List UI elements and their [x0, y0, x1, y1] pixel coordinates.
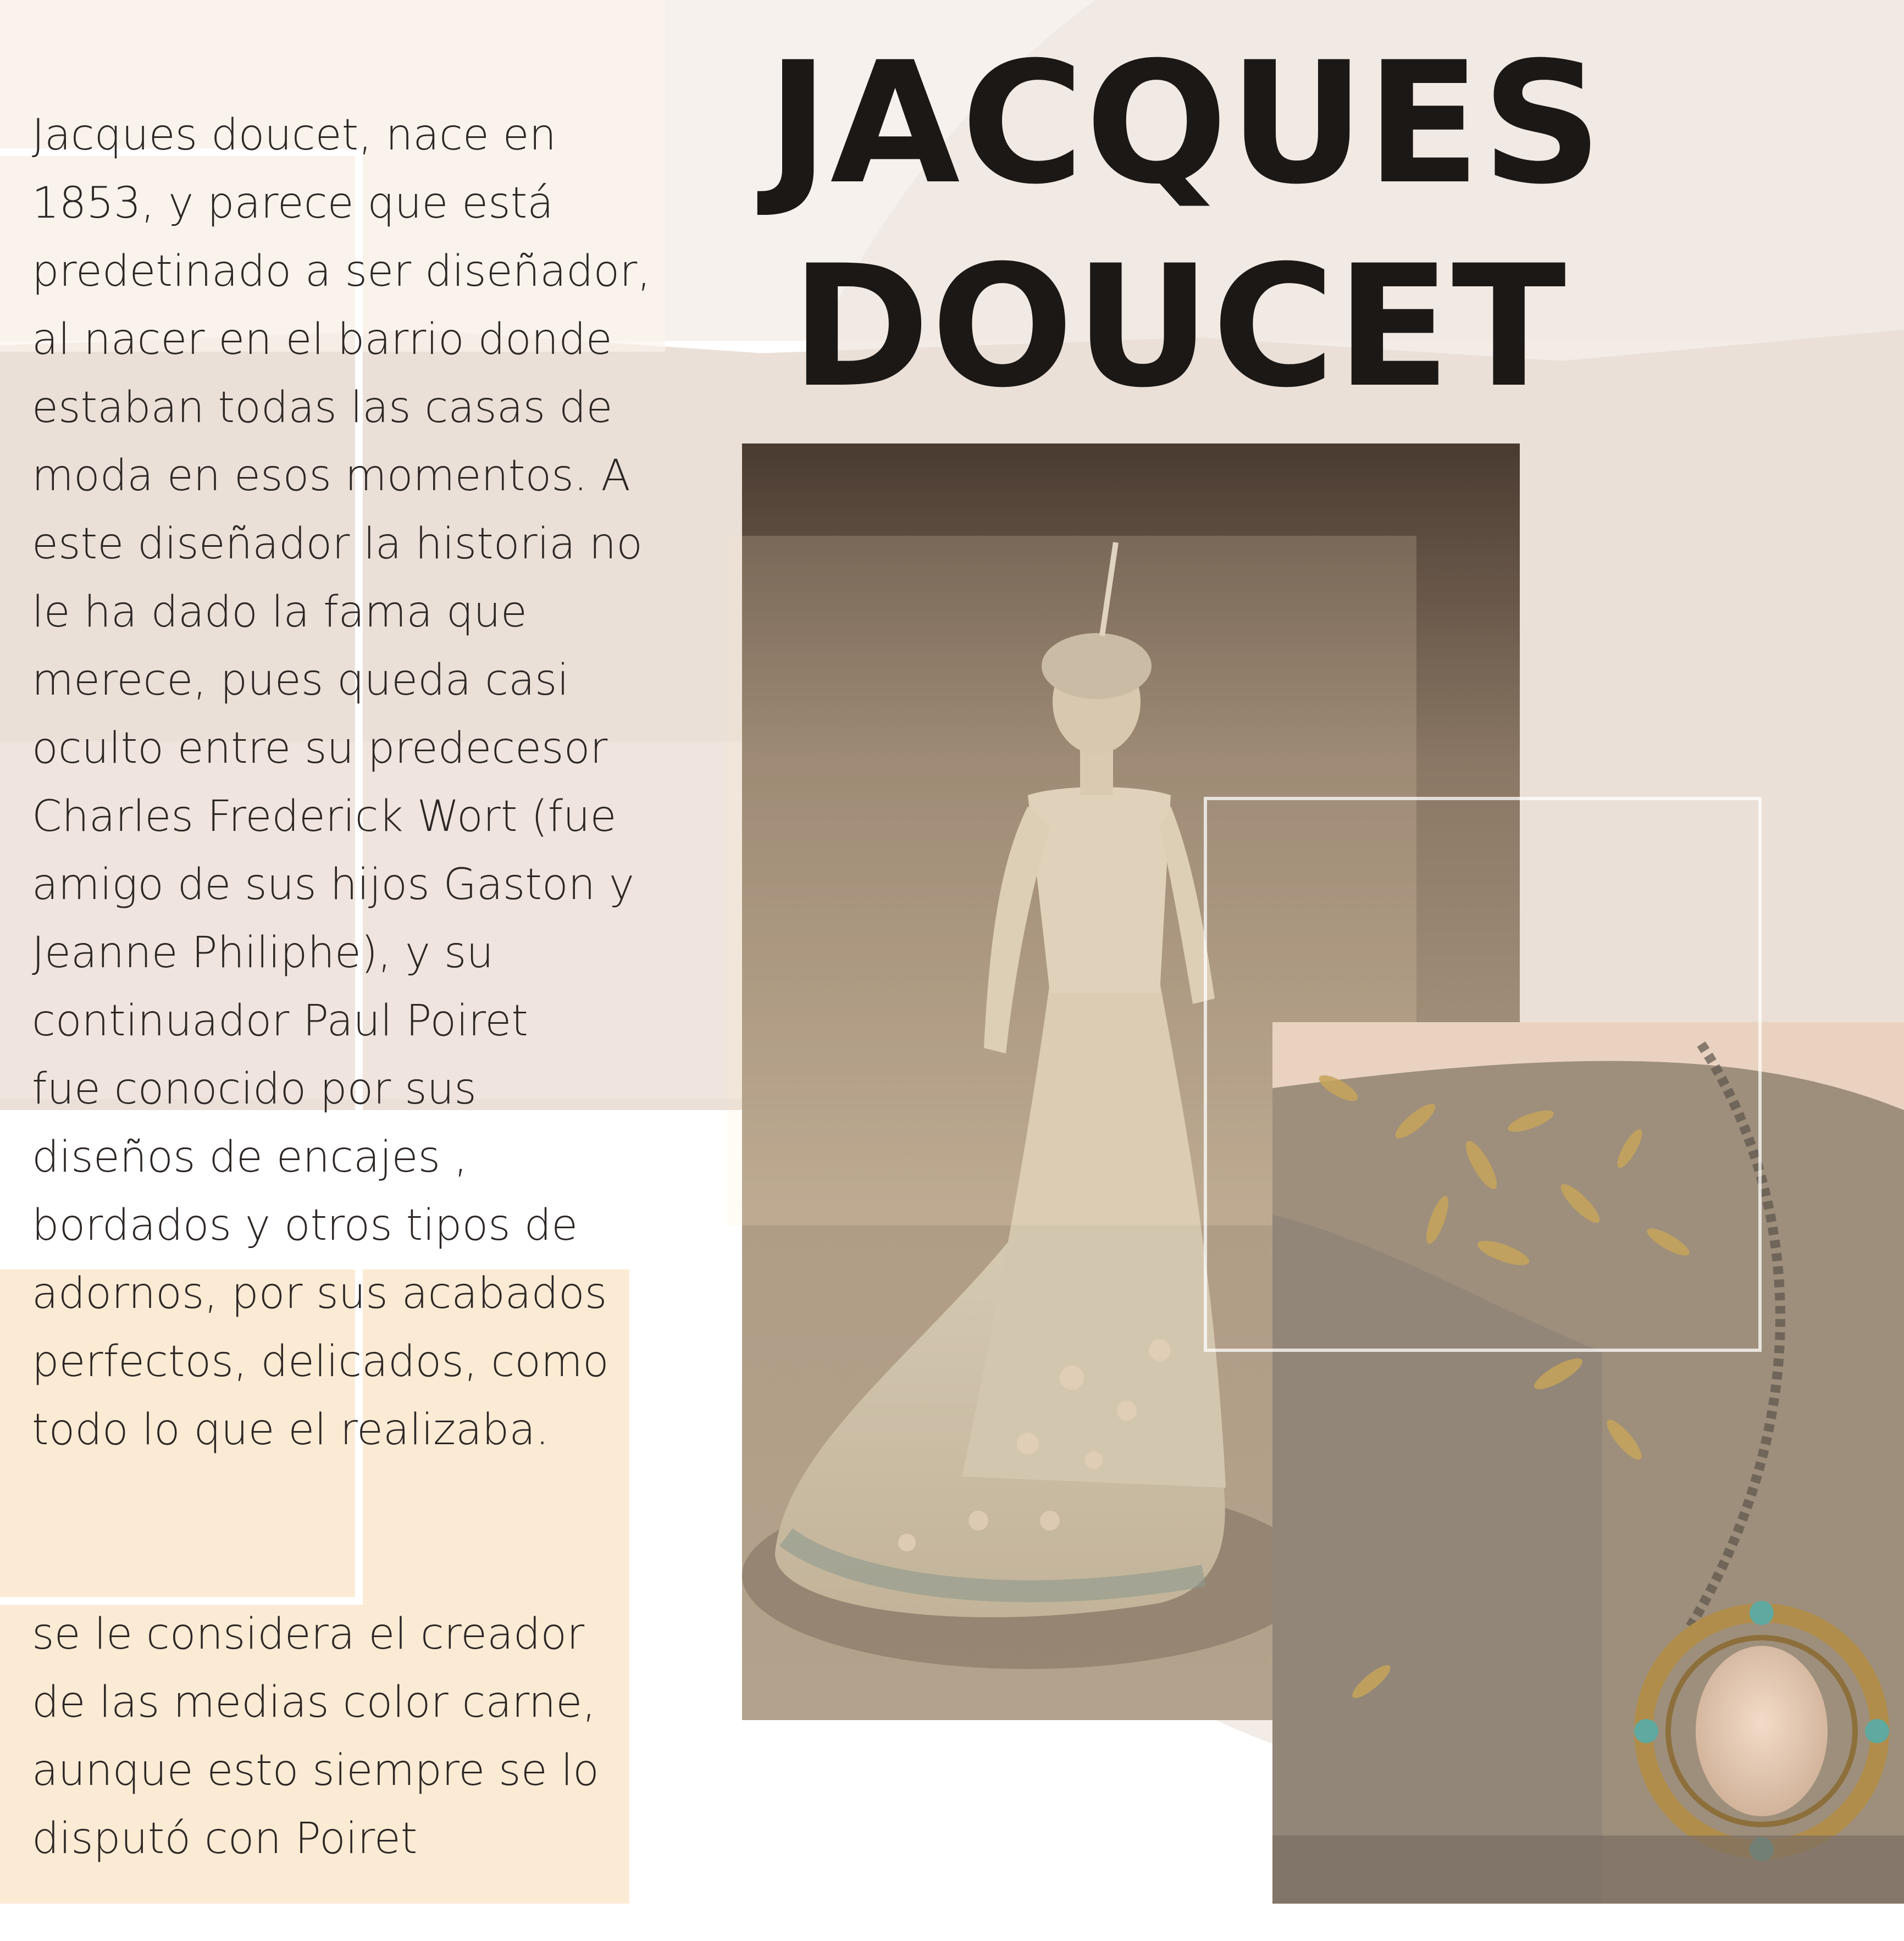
page-title	[767, 22, 1604, 429]
decorative-frame-right	[1204, 797, 1762, 1352]
paragraph-biography: Jacques doucet, nace en 1853, y parece que está predetinado a ser diseñador, al nacer en el barrio donde estaban todas las casas de moda en esos momentos. A este diseñador la historia no le ha dado la fama que merece, pues queda casi oculto entre su predecesor Charles Frederick Wort (fue amigo de sus hijos Gaston y Jeanne Philiphe), y su continuador Paul Poiret fue conocido por sus diseños de encajes , bordados y otros tipos de adornos, por sus acabados perfectos, delicados, como todo lo que el realizaba.	[32, 110, 651, 1455]
paragraph-stockings: se le considera el creador de las medias color carne, aunque esto siempre se lo disputó con Poiret	[32, 1610, 599, 1864]
body-text	[32, 33, 719, 1941]
title-line-2: DOUCET	[790, 229, 1568, 424]
title-line-1: JACQUES	[767, 26, 1604, 221]
